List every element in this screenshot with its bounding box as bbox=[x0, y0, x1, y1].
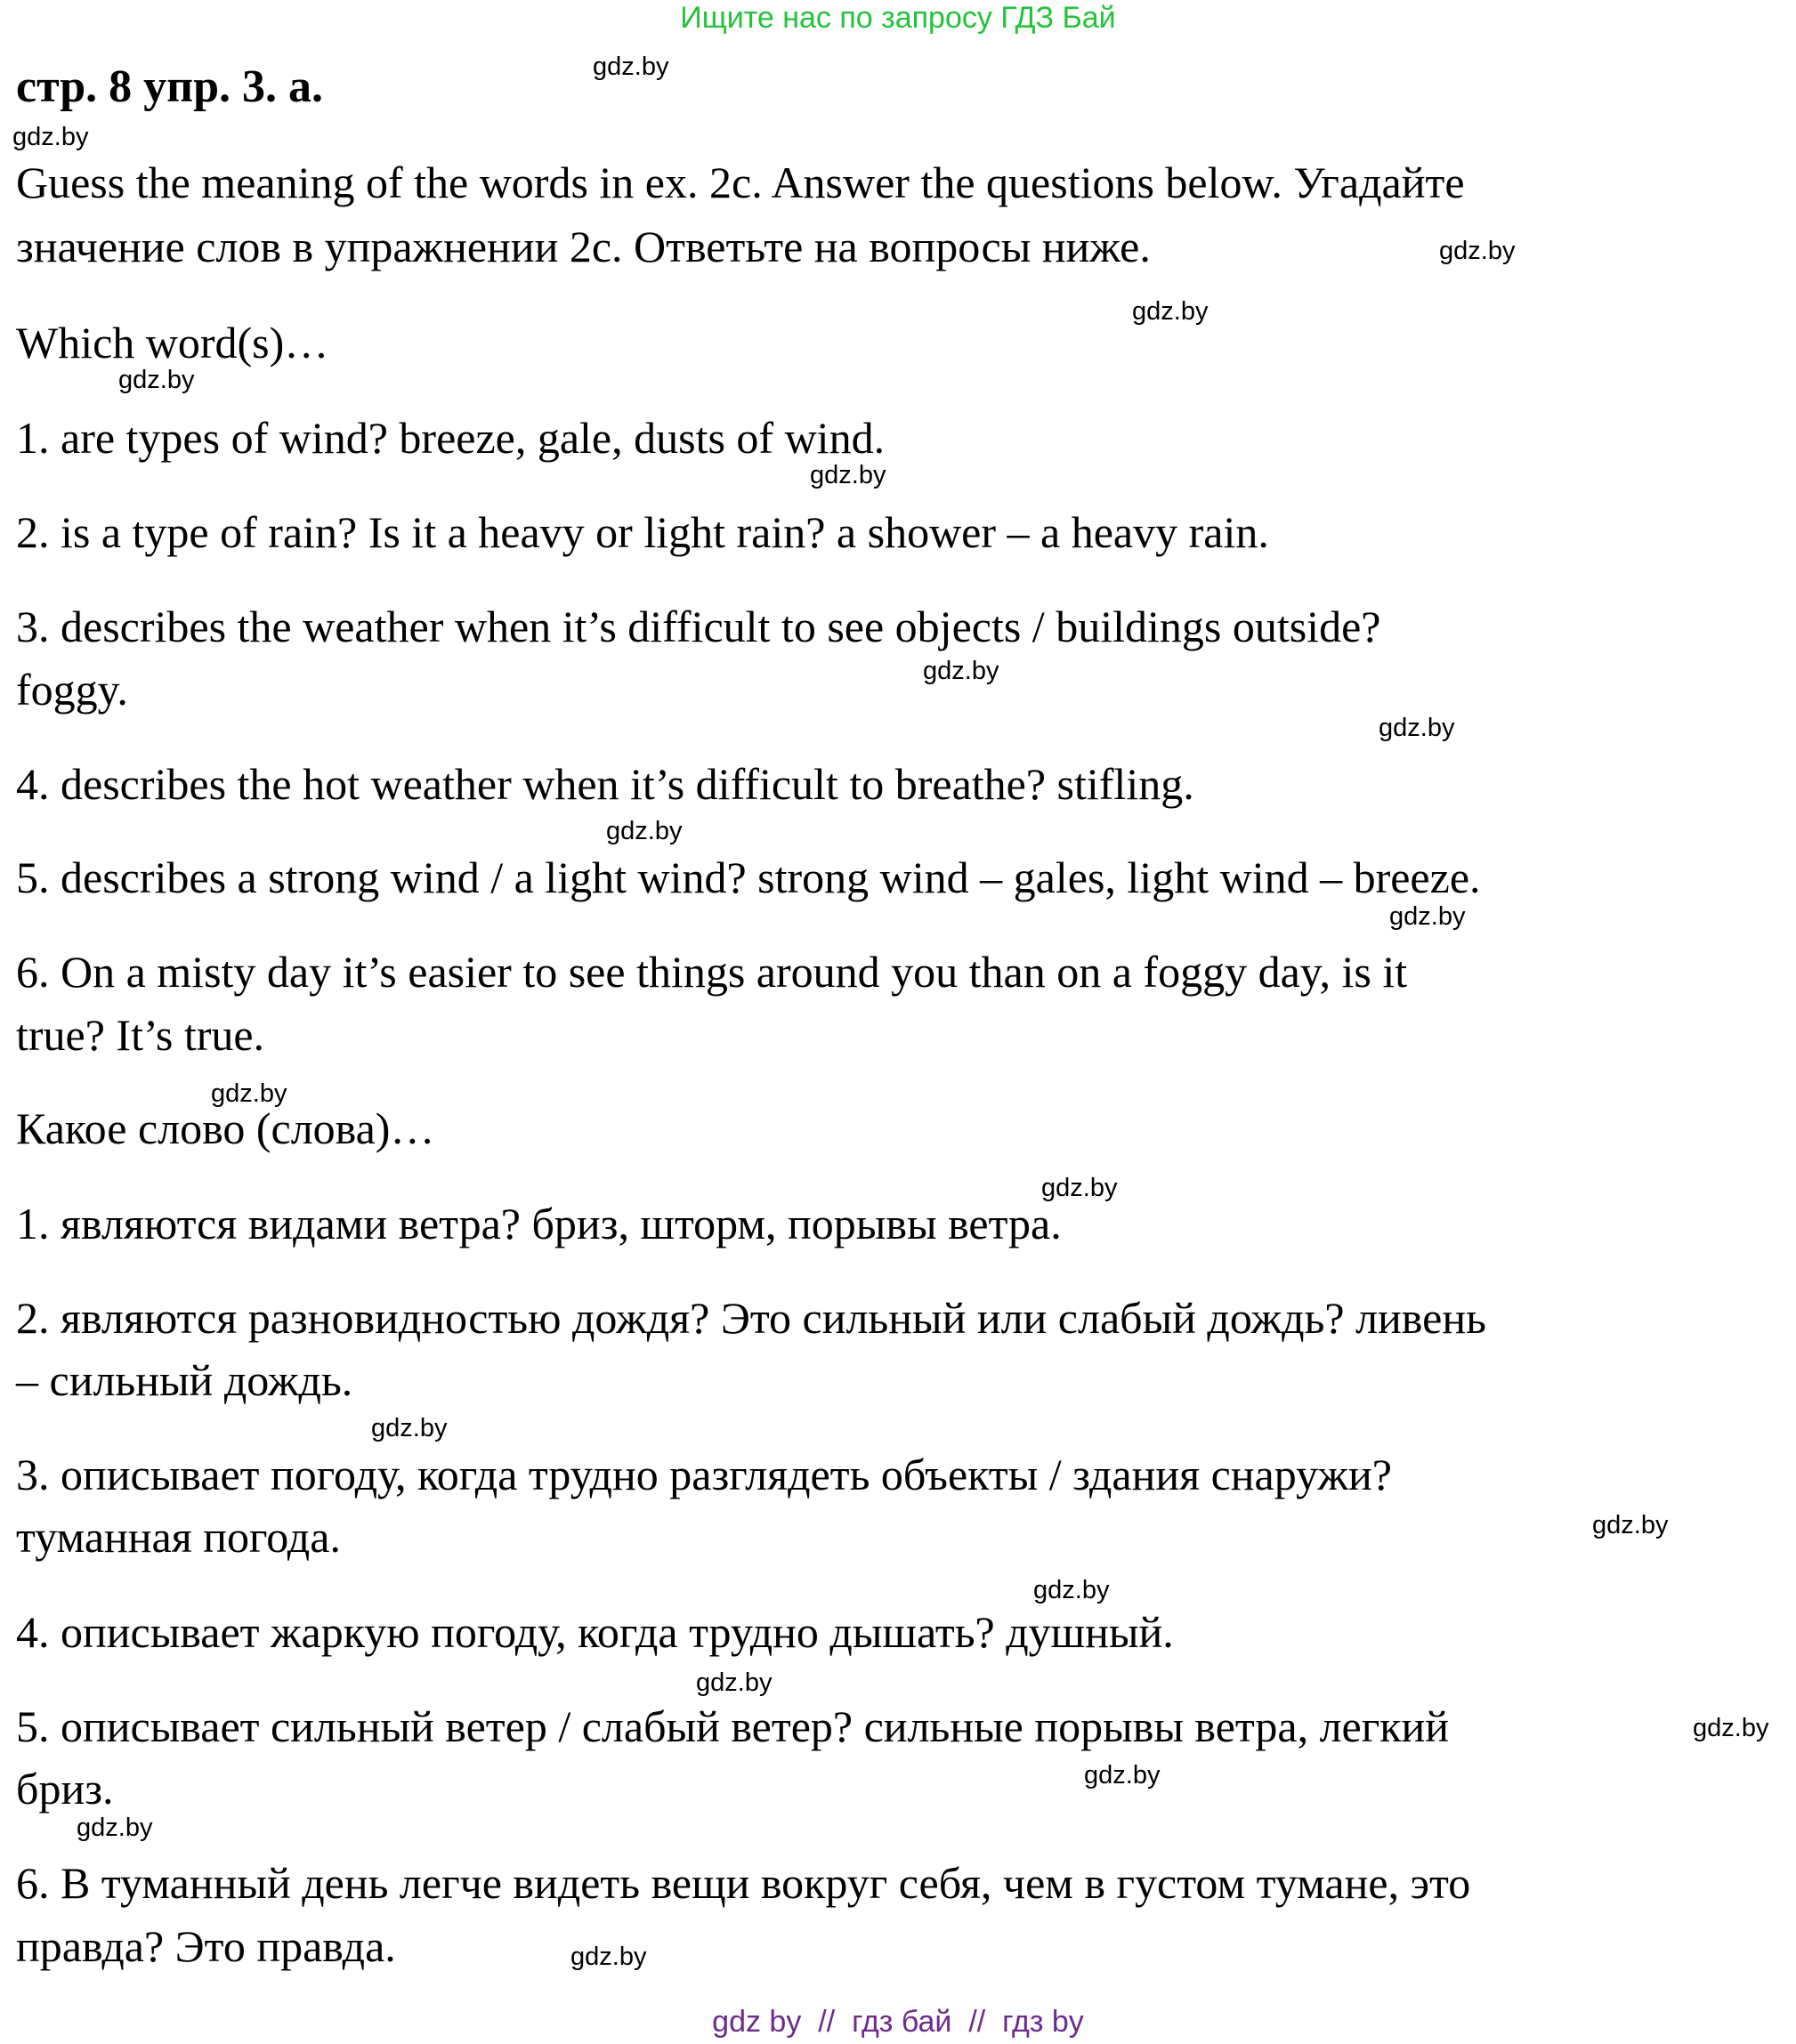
watermark: gdz.by bbox=[1084, 1761, 1161, 1790]
russian-item-6: 6. В туманный день легче видеть вещи вокруг себя, чем в густом тумане, это bbox=[16, 1858, 1471, 1908]
watermark: gdz.by bbox=[1041, 1174, 1118, 1202]
watermark: gdz.by bbox=[923, 657, 999, 685]
english-item-5: 5. describes a strong wind / a light wind? strong wind – gales, light wind – breeze. bbox=[16, 852, 1481, 902]
russian-item-3: 3. описывает погоду, когда трудно разглядеть объекты / здания снаружи? bbox=[16, 1450, 1392, 1499]
watermark: gdz.by bbox=[12, 123, 89, 151]
watermark: gdz.by bbox=[810, 461, 886, 489]
footer-links bbox=[0, 2004, 1796, 2040]
russian-item-3-cont: туманная погода. bbox=[16, 1512, 341, 1562]
russian-item-4: 4. описывает жаркую погоду, когда трудно дышать? душный. bbox=[16, 1607, 1174, 1657]
watermark: gdz.by bbox=[371, 1414, 448, 1442]
watermark: gdz.by bbox=[1693, 1714, 1769, 1742]
footer-separator: // bbox=[818, 2005, 836, 2039]
watermark: gdz.by bbox=[1033, 1576, 1110, 1604]
watermark: gdz.by bbox=[1379, 714, 1455, 742]
page-title: стр. 8 упр. 3. а. bbox=[16, 61, 324, 112]
watermark: gdz.by bbox=[1132, 297, 1209, 326]
watermark: gdz.by bbox=[1439, 237, 1516, 265]
russian-item-2: 2. являются разновидностью дождя? Это сильный или слабый дождь? ливень bbox=[16, 1293, 1486, 1343]
watermark: gdz.by bbox=[570, 1943, 647, 1971]
english-lead: Which word(s)… bbox=[16, 318, 329, 368]
watermark: gdz.by bbox=[606, 817, 683, 845]
russian-item-2-cont: – сильный дождь. bbox=[16, 1355, 353, 1405]
watermark: gdz.by bbox=[211, 1079, 287, 1108]
watermark: gdz.by bbox=[77, 1814, 153, 1842]
russian-lead: Какое слово (слова)… bbox=[16, 1103, 435, 1153]
footer-link-gdz-by[interactable]: gdz by bbox=[712, 2005, 802, 2039]
russian-item-5: 5. описывает сильный ветер / слабый ветер? сильные порывы ветра, легкий bbox=[16, 1701, 1450, 1751]
watermark: gdz.by bbox=[1389, 902, 1466, 931]
footer-separator: // bbox=[968, 2005, 986, 2039]
english-item-3-cont: foggy. bbox=[16, 665, 128, 715]
watermark: gdz.by bbox=[118, 366, 195, 394]
search-banner: Ищите нас по запросу ГДЗ Бай bbox=[680, 1, 1116, 35]
english-item-1: 1. are types of wind? breeze, gale, dusts of wind. bbox=[16, 413, 886, 463]
instruction-line-1: Guess the meaning of the words in ex. 2c. Answer the questions below. Угадайте bbox=[16, 158, 1465, 207]
english-item-4: 4. describes the hot weather when it’s difficult to breathe? stifling. bbox=[16, 759, 1194, 809]
russian-item-1: 1. являются видами ветра? бриз, шторм, порывы ветра. bbox=[16, 1199, 1062, 1248]
russian-item-6-cont: правда? Это правда. bbox=[16, 1921, 396, 1971]
english-item-3: 3. describes the weather when it’s difficult to see objects / buildings outside? bbox=[16, 602, 1381, 651]
english-item-6-cont: true? It’s true. bbox=[16, 1010, 265, 1060]
watermark: gdz.by bbox=[696, 1668, 773, 1697]
footer-link-gdz-bai[interactable]: гдз бай bbox=[852, 2005, 952, 2039]
watermark: gdz.by bbox=[1592, 1511, 1669, 1539]
english-item-6: 6. On a misty day it’s easier to see things around you than on a foggy day, is it bbox=[16, 947, 1408, 997]
russian-item-5-cont: бриз. bbox=[16, 1764, 114, 1814]
footer-link-gdz-by-cyr[interactable]: гдз by bbox=[1002, 2005, 1084, 2039]
english-item-2: 2. is a type of rain? Is it a heavy or light rain? a shower – a heavy rain. bbox=[16, 507, 1269, 557]
watermark: gdz.by bbox=[593, 53, 669, 81]
instruction-line-2: значение слов в упражнении 2c. Ответьте на вопросы ниже. bbox=[16, 222, 1151, 271]
